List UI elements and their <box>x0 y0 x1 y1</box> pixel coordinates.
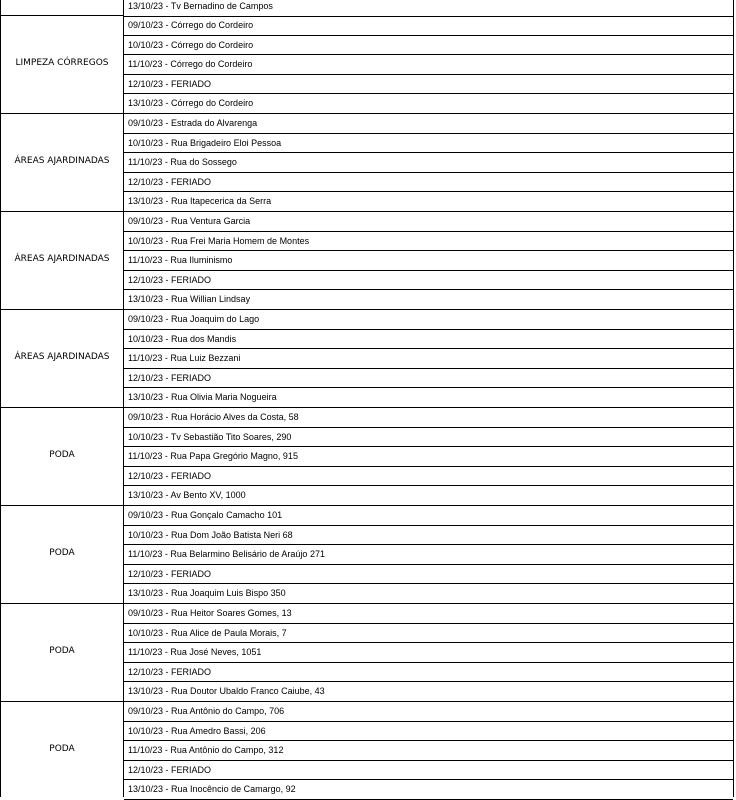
group-label: PODA <box>49 744 75 754</box>
table-row: 12/10/23 - FERIADO <box>124 467 733 487</box>
table-row: 10/10/23 - Rua dos Mandis <box>124 330 733 350</box>
table-row: 10/10/23 - Tv Sebastião Tito Soares, 290 <box>124 428 733 448</box>
table-row: 11/10/23 - Rua Papa Gregório Magno, 915 <box>124 447 733 467</box>
group-separator <box>1 505 124 506</box>
table-row: 11/10/23 - Rua Antônio do Campo, 312 <box>124 741 733 761</box>
table-row: 13/10/23 - Rua Doutor Ubaldo Franco Caiube, 43 <box>124 682 733 702</box>
table-row: 09/10/23 - Rua Ventura Garcia <box>124 212 733 232</box>
group-separator <box>1 603 124 604</box>
group-label: ÁREAS AJARDINADAS <box>14 254 110 264</box>
table-row: 12/10/23 - FERIADO <box>124 761 733 781</box>
table-row: 10/10/23 - Rua Amedro Bassi, 206 <box>124 722 733 742</box>
table-row: 09/10/23 - Rua Heitor Soares Gomes, 13 <box>124 604 733 624</box>
table-row: 09/10/23 - Rua Horácio Alves da Costa, 58 <box>124 408 733 428</box>
table-row: 11/10/23 - Rua Luiz Bezzani <box>124 349 733 369</box>
table-row: 09/10/23 - Córrego do Cordeiro <box>124 16 733 36</box>
table-row: 09/10/23 - Rua Antônio do Campo, 706 <box>124 702 733 722</box>
table-row: 12/10/23 - FERIADO <box>124 173 733 193</box>
group-separator <box>1 701 124 702</box>
table-row: 13/10/23 - Rua Inocêncio de Camargo, 92 <box>124 780 733 800</box>
table-row: 10/10/23 - Rua Brigadeiro Eloi Pessoa <box>124 134 733 154</box>
table-row: 12/10/23 - FERIADO <box>124 75 733 95</box>
table-row: 11/10/23 - Rua José Neves, 1051 <box>124 643 733 663</box>
table-row: 13/10/23 - Córrego do Cordeiro <box>124 94 733 114</box>
group-separator <box>1 309 124 310</box>
table-row: 12/10/23 - FERIADO <box>124 271 733 291</box>
group-separator <box>1 407 124 408</box>
table-row: 11/10/23 - Rua Iluminismo <box>124 251 733 271</box>
group-label: PODA <box>49 548 75 558</box>
table-row: 11/10/23 - Rua Belarmino Belisário de Araújo 271 <box>124 545 733 565</box>
table-row: 13/10/23 - Tv Bernadino de Campos <box>124 0 733 17</box>
group-label: PODA <box>49 450 75 460</box>
group-separator <box>1 113 124 114</box>
table-row: 13/10/23 - Rua Olivia Maria Nogueira <box>124 388 733 408</box>
group-label: ÁREAS AJARDINADAS <box>14 352 110 362</box>
table-row: 09/10/23 - Rua Gonçalo Camacho 101 <box>124 506 733 526</box>
table-row: 13/10/23 - Rua Willian Lindsay <box>124 290 733 310</box>
group-label: PODA <box>49 646 75 656</box>
table-row: 13/10/23 - Rua Itapecerica da Serra <box>124 192 733 212</box>
table-row: 11/10/23 - Córrego do Cordeiro <box>124 55 733 75</box>
table-row: 13/10/23 - Av Bento XV, 1000 <box>124 486 733 506</box>
table-row: 12/10/23 - FERIADO <box>124 369 733 389</box>
table-row: 10/10/23 - Córrego do Cordeiro <box>124 36 733 56</box>
table-row: 10/10/23 - Rua Alice de Paula Morais, 7 <box>124 624 733 644</box>
table-row: 10/10/23 - Rua Dom João Batista Neri 68 <box>124 526 733 546</box>
table-row: 11/10/23 - Rua do Sossego <box>124 153 733 173</box>
table-row: 13/10/23 - Rua Joaquim Luis Bispo 350 <box>124 584 733 604</box>
group-separator <box>1 15 124 16</box>
table-row: 09/10/23 - Rua Joaquim do Lago <box>124 310 733 330</box>
table-row: 10/10/23 - Rua Frei Maria Homem de Montes <box>124 232 733 252</box>
group-label: ÁREAS AJARDINADAS <box>14 156 110 166</box>
table-row: 12/10/23 - FERIADO <box>124 663 733 683</box>
group-label: LIMPEZA CÓRREGOS <box>15 58 109 68</box>
table-row: 12/10/23 - FERIADO <box>124 565 733 585</box>
group-separator <box>1 211 124 212</box>
table-row: 09/10/23 - Estrada do Alvarenga <box>124 114 733 134</box>
